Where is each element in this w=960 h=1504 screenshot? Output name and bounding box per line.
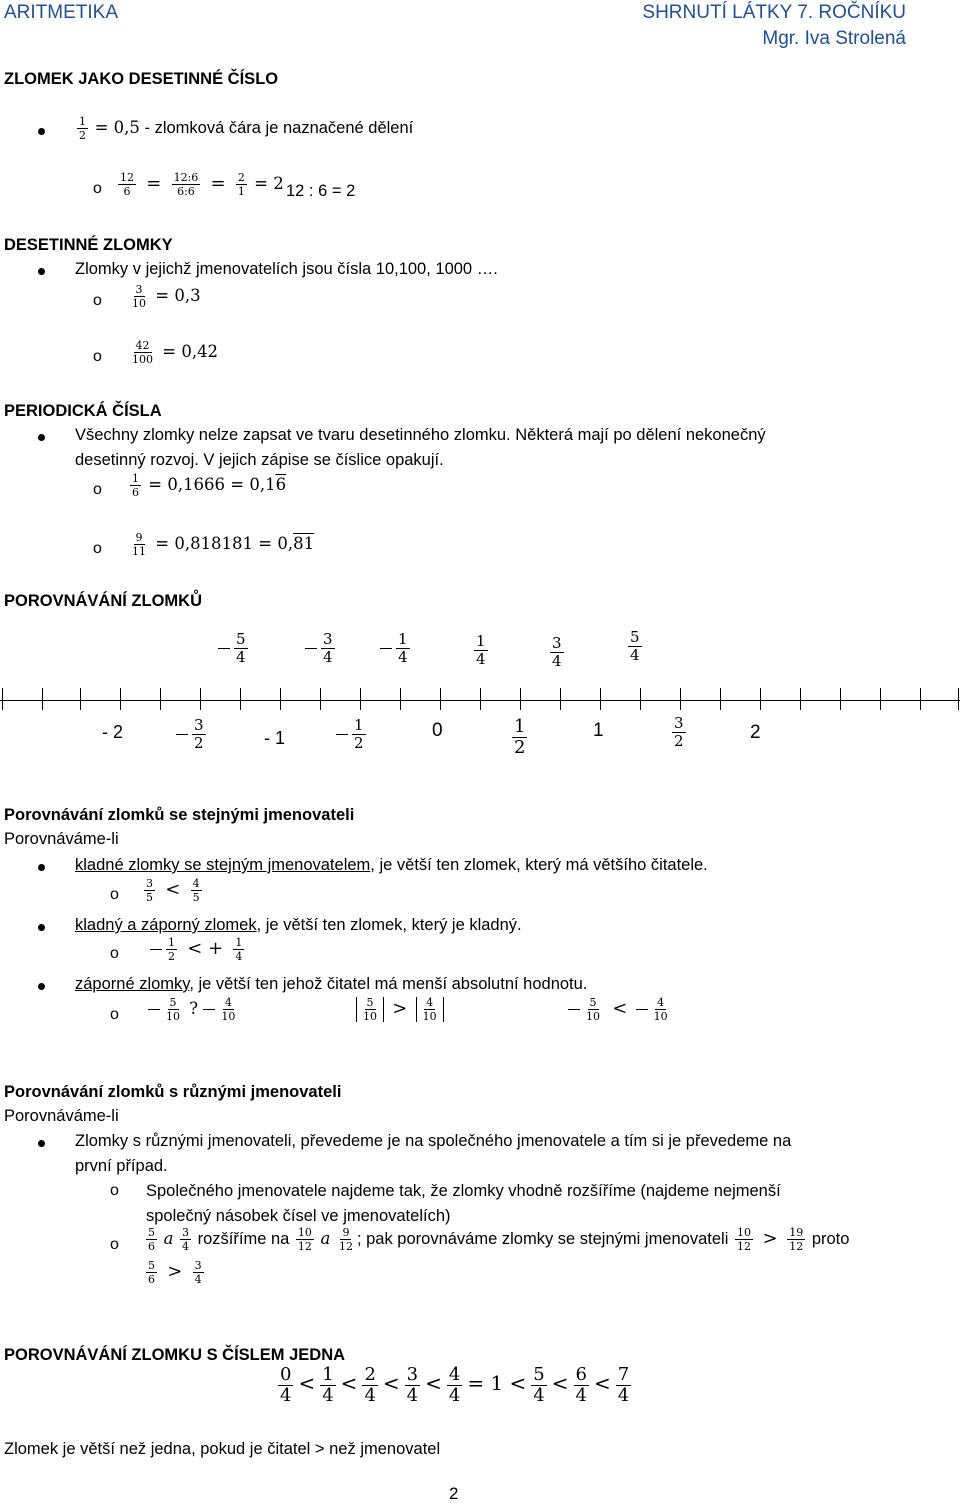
s6-sub-2-result: $\frac{5}{6}$ > $\frac{3}{4}$ <box>148 1259 202 1286</box>
section-title-4: POROVNÁVÁNÍ ZLOMKŮ <box>4 592 202 610</box>
s5-bullet-1: kladné zlomky se stejným jmenovatelem, je větší ten zlomek, který má většího čitatele. <box>75 856 708 874</box>
s6-sub-1-line-1: Společného jmenovatele najdeme tak, že zlomky vhodně rozšíříme (najdeme nejmenší <box>146 1182 781 1200</box>
circle-bullet: o <box>110 1006 119 1023</box>
s3-bullet-line-2: desetinný rozvoj. V jejich zápise se číslice opakují. <box>75 451 444 469</box>
s5-example-2: $\frac{1}{2}$ < + $\frac{1}{4}$ <box>150 937 246 962</box>
s5-bullet-2: kladný a záporný zlomek, je větší ten zlomek, který je kladný. <box>75 916 522 934</box>
fraction-chain <box>276 1366 633 1405</box>
s5-example-1: $\frac{3}{5}$ < $\frac{4}{5}$ <box>146 877 200 904</box>
section-title-7: POROVNÁVÁNÍ ZLOMKU S ČÍSLEM JEDNA <box>4 1346 346 1364</box>
s1-division: 12 : 6 = 2 <box>286 182 356 200</box>
number-line-tick <box>600 688 601 710</box>
number-line-tick <box>560 688 561 710</box>
chain-operator: = 1 < <box>467 1371 527 1395</box>
section-title-6: Porovnávání zlomků s různými jmenovateli <box>4 1083 342 1101</box>
header-subject: ARITMETIKA <box>4 2 119 23</box>
circle-bullet: o <box>93 348 102 365</box>
number-line-tick <box>120 688 121 710</box>
chain-fraction: $\frac{3}{4}$ <box>406 1364 419 1406</box>
s2-bullet-1: Zlomky v jejichž jmenovatelích jsou čísla 10,100, 1000 …. <box>75 260 498 278</box>
number-line-tick <box>640 688 641 710</box>
chain-operator: < <box>551 1371 569 1395</box>
label-neg-3-2: $\frac{3}{2}$ <box>176 718 208 751</box>
s6-bullet-line-1: Zlomky s různými jmenovateli, převedeme je na společného jmenovatele a tím si je převedeme na <box>75 1132 792 1150</box>
top-label-neg-3-4: $\frac{3}{4}$ <box>305 632 337 665</box>
chain-fraction: $\frac{6}{4}$ <box>575 1364 587 1406</box>
number-line-tick <box>360 688 361 710</box>
number-line-tick <box>480 688 481 710</box>
label-3-2: $\frac{3}{2}$ <box>674 714 684 750</box>
s3-example-1: $\frac{1}{6}$ = 0,1666 = 0,16 <box>132 472 287 499</box>
bullet <box>38 1140 45 1147</box>
label-1-2: $\frac{1}{2}$ <box>514 716 526 758</box>
bullet <box>38 924 45 931</box>
chain-fraction: $\frac{4}{4}$ <box>448 1364 461 1406</box>
number-line-tick <box>760 688 761 710</box>
number-line-tick <box>920 688 921 710</box>
bullet <box>38 128 45 135</box>
number-line-tick <box>200 688 201 710</box>
s6-subtitle: Porovnáváme-li <box>4 1107 119 1125</box>
bullet <box>38 268 45 275</box>
label-minus-1: - 1 <box>264 728 286 748</box>
number-line-tick <box>880 688 881 710</box>
number-line-tick <box>680 688 681 710</box>
number-line-tick <box>320 688 321 710</box>
top-label-5-4: $\frac{5}{4}$ <box>630 628 640 664</box>
label-neg-1-2: $\frac{1}{2}$ <box>336 718 368 751</box>
s6-bullet-line-2: první případ. <box>75 1157 168 1175</box>
circle-bullet: o <box>110 945 119 962</box>
s2-example-1: $\frac{3}{10}$ = 0,3 <box>132 283 201 310</box>
s1-example: $\frac{12}{6}$ = $\frac{12:6}{6:6}$ = $\frac{2}{1}$ = 2 <box>120 171 284 198</box>
section-title-1: ZLOMEK JAKO DESETINNÉ ČÍSLO <box>4 70 279 88</box>
number-line-tick <box>400 688 401 710</box>
bullet <box>38 864 45 871</box>
section-title-3: PERIODICKÁ ČÍSLA <box>4 402 162 420</box>
number-line-tick <box>42 688 43 710</box>
header-author: Mgr. Iva Strolená <box>762 28 906 49</box>
s6-sub-2: $\frac{5}{6}$ a $\frac{3}{4}$ rozšíříme na $\frac{10}{12}$ a $\frac{9}{12}$ ; pak porovnáváme zlomky se stejnými jmenovateli $\frac{10}{12}$ > $\frac{19}{12}$ proto <box>148 1226 850 1253</box>
chain-operator: < <box>425 1371 442 1395</box>
equation: = 0,5 <box>94 117 140 137</box>
number-line-tick <box>958 688 959 710</box>
top-label-neg-5-4: $\frac{5}{4}$ <box>218 632 250 665</box>
bullet <box>38 983 45 990</box>
circle-bullet: o <box>93 481 102 498</box>
s5-bullet-3: záporné zlomky, je větší ten jehož čitatel má menší absolutní hodnotu. <box>75 975 588 993</box>
number-line-tick <box>440 688 441 710</box>
chain-operator: < <box>593 1371 611 1395</box>
s1-bullet-1 <box>75 116 413 141</box>
label-two: 2 <box>750 722 761 743</box>
s7-note: Zlomek je větší než jedna, pokud je čitatel > než jmenovatel <box>4 1440 441 1458</box>
bullet <box>38 434 45 441</box>
s2-example-2: $\frac{42}{100}$ = 0,42 <box>132 339 219 366</box>
top-label-3-4: $\frac{3}{4}$ <box>552 634 562 670</box>
chain-operator: < <box>382 1371 400 1395</box>
number-line-tick <box>720 688 721 710</box>
s5-example-3-result: $\frac{5}{10}$ < $\frac{4}{10}$ <box>568 997 672 1022</box>
header-title: SHRNUTÍ LÁTKY 7. ROČNÍKU <box>642 2 906 23</box>
label-one: 1 <box>593 720 604 741</box>
s5-example-3-abs: $\frac{5}{10}$ > $\frac{4}{10}$ <box>356 997 444 1022</box>
chain-fraction: $\frac{0}{4}$ <box>280 1364 292 1406</box>
chain-operator: < <box>340 1371 358 1395</box>
chain-fraction: $\frac{7}{4}$ <box>617 1364 630 1406</box>
s3-example-2: $\frac{9}{11}$ = 0,818181 = 0,81 <box>132 531 315 558</box>
s6-sub-1-line-2: společný násobek čísel ve jmenovatelích) <box>146 1207 451 1225</box>
circle-bullet: o <box>93 180 102 197</box>
number-line-tick <box>240 688 241 710</box>
circle-bullet: o <box>93 540 102 557</box>
number-line-tick <box>840 688 841 710</box>
chain-fraction: $\frac{1}{4}$ <box>322 1364 334 1406</box>
text: - zlomková čára je naznačené dělení <box>144 118 414 137</box>
chain-operator: < <box>298 1371 316 1395</box>
chain-fraction: $\frac{5}{4}$ <box>533 1364 545 1406</box>
number-line-tick <box>800 688 801 710</box>
label-zero: 0 <box>432 720 443 741</box>
s5-subtitle: Porovnáváme-li <box>4 830 119 848</box>
section-title-2: DESETINNÉ ZLOMKY <box>4 236 173 254</box>
fraction: $\frac{1}{2}$ <box>79 115 86 142</box>
s3-bullet-line-1: Všechny zlomky nelze zapsat ve tvaru desetinného zlomku. Některá mají po dělení nekonečný <box>75 426 766 444</box>
top-label-1-4: $\frac{1}{4}$ <box>476 632 486 668</box>
chain-fraction: $\frac{2}{4}$ <box>364 1364 376 1406</box>
circle-bullet: o <box>110 1236 119 1253</box>
number-line-tick <box>520 688 521 710</box>
section-title-5: Porovnávání zlomků se stejnými jmenovateli <box>4 806 355 824</box>
circle-bullet: o <box>93 292 102 309</box>
number-line-tick <box>160 688 161 710</box>
s5-example-3: $\frac{5}{10}$ ? $\frac{4}{10}$ <box>148 997 239 1022</box>
page-number: 2 <box>449 1484 459 1503</box>
top-label-neg-1-4: $\frac{1}{4}$ <box>380 632 412 665</box>
number-line-tick <box>280 688 281 710</box>
label-minus-2: - 2 <box>102 722 124 742</box>
circle-bullet: o <box>110 886 119 903</box>
circle-bullet: o <box>110 1182 119 1199</box>
number-line-tick <box>2 688 3 710</box>
number-line-tick <box>80 688 81 710</box>
